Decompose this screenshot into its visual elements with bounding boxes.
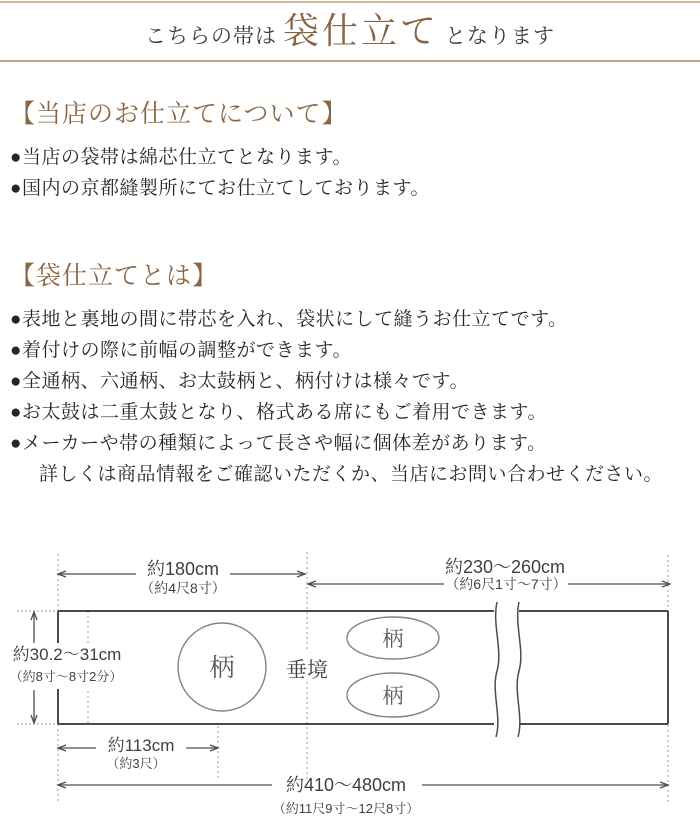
fukuro-tailoring-list (10, 304, 663, 490)
pattern-label-ellipse-bottom: 柄 (382, 685, 404, 708)
bullet-text: 当店の袋帯は綿芯仕立てとなります。 (21, 147, 352, 168)
header-highlight: 袋仕立て (282, 11, 439, 51)
shop-tailoring-list (10, 142, 430, 204)
bullet-marker: ● (10, 340, 22, 361)
shop-tailoring-heading: 【当店のお仕立てについて】 (10, 101, 348, 128)
bullet-text: 全通柄、六通柄、お太鼓柄と、柄付けは様々です。 (21, 371, 469, 392)
bullet-marker: ● (10, 402, 22, 423)
obi-dimension-diagram (0, 540, 700, 840)
tesaki-length-cm-label: 約180cm (146, 559, 220, 579)
fukuro-tailoring-heading: 【袋仕立てとは】 (10, 263, 219, 290)
bullet-text: お太鼓は二重太鼓となり、格式ある席にもご着用できます。 (21, 402, 547, 423)
otaiko-length-cm-label: 約113cm (107, 736, 175, 755)
total-length-cm-label: 約410〜480cm (285, 775, 407, 795)
list-item (10, 428, 663, 459)
otaiko-length-shaku-label: （約3尺） (106, 756, 166, 771)
width-cm-label: 約30.2〜31cm (12, 645, 122, 664)
bullet-marker: ● (10, 433, 22, 454)
bullet-marker: ● (10, 371, 22, 392)
width-shaku-label: （約8寸〜8寸2分） (9, 669, 123, 684)
bullet-text: 国内の京都縫製所にてお仕立てしております。 (21, 178, 430, 199)
tare-length-shaku-label: （約6尺1寸〜7寸） (445, 576, 567, 592)
bullet-marker: ● (10, 147, 22, 168)
list-note: 詳しくは商品情報をご確認いただくか、当店にお問い合わせください。 (39, 464, 664, 485)
bullet-marker: ● (10, 178, 22, 199)
list-item (10, 335, 663, 366)
bullet-text: 着付けの際に前幅の調整ができます。 (21, 340, 352, 361)
list-item (10, 366, 663, 397)
list-item (10, 142, 430, 173)
obi-diagram-svg (0, 540, 700, 840)
header-suffix: となります (445, 24, 555, 48)
tesaki-length-shaku-label: （約4尺8寸） (140, 580, 226, 596)
header-prefix: こちらの帯は (144, 24, 277, 48)
list-item (10, 397, 663, 428)
bullet-text: メーカーや帯の種類によって長さや幅に個体差があります。 (21, 433, 547, 454)
pattern-label-ellipse-top: 柄 (382, 628, 404, 651)
page-header (0, 3, 700, 62)
tare-length-cm-label: 約230〜260cm (444, 557, 566, 577)
bullet-marker: ● (10, 309, 22, 330)
break-line-right (517, 602, 521, 737)
tare-boundary-label: 垂境 (286, 659, 328, 682)
bullet-text: 表地と裏地の間に帯芯を入れ、袋状にして縫うお仕立てです。 (21, 309, 568, 330)
pattern-label-circle: 柄 (209, 654, 235, 682)
total-length-shaku-label: （約11尺9寸〜12尺8寸） (272, 801, 420, 816)
break-line-left (495, 602, 499, 737)
list-item (10, 304, 663, 335)
list-item (10, 173, 430, 204)
